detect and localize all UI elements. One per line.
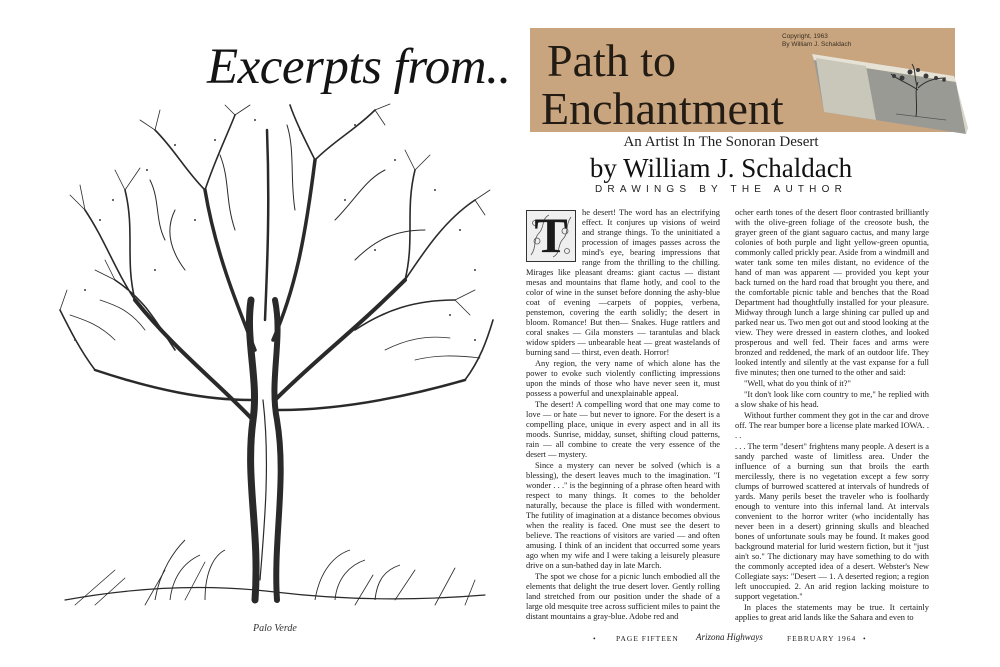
paragraph: Since a mystery can never be solved (which is a blessing), the desert leaves much to the imagination. "I wonder . . ." is the beginning of a phrase often heard with respect to many things. It comes to the beholder naturally, because the place is filled with wonderment. The futility of imagination at a distance becomes obvious when the reality is faced. One must see the desert to believe. The reactions of visitors are varied — and often amusing. I think of an incident that occurred some years ago when my wife and I were taking a leisurely pleasure drive on a sun-bathed day in late March. bbox=[526, 461, 720, 570]
paragraph: ocher earth tones of the desert floor contrasted brilliantly with the olive-green foliage of the creosote bush, the grayer green of the giant saguaro cactus, and many large colonies of both purple and light yellow-green opuntia, commonly called prickly pear. Aside from a windmill and water tank some ten miles distant, no evidence of the hand of man was apparent — provided you kept your back turned on the hard road that brought you there, and the comfortable picnic table and benches that the Road Department had thoughtfully installed for your pleasure. Midway through lunch a large shining car pulled up and parked near us. Two men got out and stood looking at the view. They were dressed in eastern clothes, and looked prosperous and well fed. Their faces and arms were bronzed and reddened, the mark of an outdoor life. They looked intently and silently at the vast expanse for a full five minutes; then one turned to the other and said: bbox=[735, 208, 929, 377]
author-byline: by William J. Schaldach bbox=[589, 153, 853, 183]
ornamental-drop-cap bbox=[526, 210, 576, 262]
paragraph: The desert! A compelling word that one may come to love — or hate — but never to ignore. For the desert is a compelling place, unique in every aspect and in all its moods. Sunrise, midday, sunset, shifting cloud patterns, rain — all combine to create the very essence of the desert — mystery. bbox=[526, 400, 720, 459]
copyright-line-1: Copyright, 1963 bbox=[782, 33, 828, 40]
article-column-left bbox=[526, 208, 720, 623]
paragraph: he desert! The word has an electrifying effect. It conjures up visions of weird and strange things. To the uninitiated a procession of images passes across the mind's eye, bearing impressions that range from the thrilling to the chilling. Mirages like pleasant dreams: giant cactus — distant mesas and mountains that flame hotly, and cool to the color of wine in the sunset before donning the ashy-blue coat of evening —carpets of poppies, verbena, penstemon, covering the earth solidly; the desert in bloom. Romance! But then— Snakes. Huge rattlers and coral snakes — Gila monsters — tarantulas and black widow spiders — unbearable heat — great wastelands of burning sand — thirst, even death. Horror! bbox=[526, 208, 720, 357]
title-line-2: Enchantment bbox=[541, 83, 784, 134]
book-cover-image bbox=[806, 42, 976, 142]
paragraph: . . . The term "desert" frightens many people. A desert is a sandy parched waste of limitless area. Under the influence of a burning sun that broils the earth mercilessly, there is no vegetation except a few sorry clumps of burrowed scattered at intervals of hundreds of yards. Many perils beset the traveler who is foolhardy enough to venture into this infernal land. At intervals convenient to the horror writer (who incidentally has never been in a desert) grinning skulls and bleached bones of unfortunate souls may be found. It makes good background material for lurid western fiction, but it "just ain't so." The dictionary may have something to do with the commonly accepted idea of a desert. Webster's New Collegiate says: "Desert — 1. A deserted region; a region left unoccupied. 2. An arid region lacking moisture to support vegetation." bbox=[735, 442, 929, 601]
paragraph: In places the statements may be true. It certainly applies to great arid lands like the Sahara and even to bbox=[735, 603, 929, 622]
excerpts-heading: Excerpts from.. bbox=[207, 39, 511, 95]
palo-verde-tree-drawing bbox=[55, 100, 495, 610]
article-subtitle: An Artist In The Sonoran Desert bbox=[623, 134, 819, 150]
paragraph: Any region, the very name of which alone has the power to evoke such violently conflicting impressions upon the minds of those who have never seen it, must possess a powerful and unexplainable appeal. bbox=[526, 359, 720, 398]
folio-bullet-right: • bbox=[863, 634, 866, 643]
title-line-1: Path to bbox=[547, 35, 677, 86]
article-column-right bbox=[735, 208, 929, 624]
folio-issue-date: FEBRUARY 1964 bbox=[787, 634, 857, 643]
paragraph: The spot we chose for a picnic lunch embodied all the elements that delight the true desert lover. Gently rolling land stretched from our position under the shade of a large old mesquite tree across sufficient miles to paint the distant mountains a gray-blue. Adobe red and bbox=[526, 572, 720, 621]
paragraph: "It don't look like corn country to me," he replied with a slow shake of his head. bbox=[735, 390, 929, 409]
drop-cap-letter: T bbox=[534, 210, 568, 262]
paragraph: Without further comment they got in the car and drove off. The rear bumper bore a license plate marked IOWA. . . . bbox=[735, 411, 929, 440]
folio-bullet-left: • bbox=[593, 634, 596, 643]
copyright-line-2: By William J. Schaldach bbox=[782, 41, 852, 48]
drawings-credit: DRAWINGS BY THE AUTHOR bbox=[594, 184, 847, 195]
folio-page-number: PAGE FIFTEEN bbox=[616, 634, 679, 643]
paragraph: "Well, what do you think of it?" bbox=[744, 379, 851, 388]
folio-magazine-name: Arizona Highways bbox=[696, 632, 763, 642]
illustration-caption: Palo Verde bbox=[253, 623, 297, 634]
